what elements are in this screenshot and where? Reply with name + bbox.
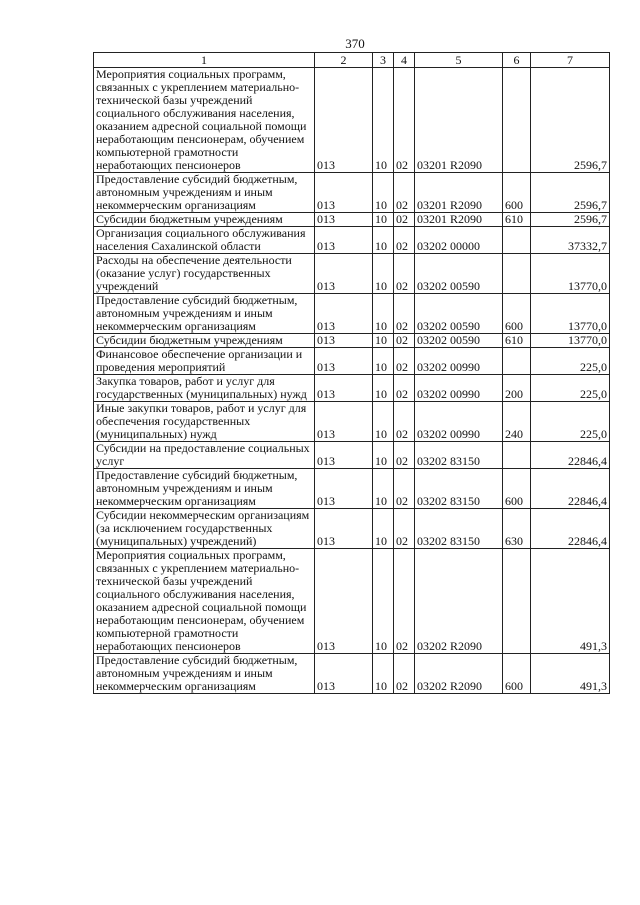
cell-sum: 22846,4: [531, 442, 610, 469]
cell-code: 013: [315, 402, 373, 442]
cell-target: 03202 00000: [415, 227, 503, 254]
cell-name: Субсидии бюджетным учреждениям: [94, 334, 315, 348]
page-number: 370: [345, 36, 365, 51]
cell-sum: 225,0: [531, 348, 610, 375]
table-row: [94, 68, 610, 173]
cell-subsection: 02: [394, 173, 415, 213]
cell-subsection: 02: [394, 469, 415, 509]
cell-section: 10: [373, 509, 394, 549]
cell-subsection: 02: [394, 68, 415, 173]
cell-sum: 13770,0: [531, 294, 610, 334]
cell-subsection: 02: [394, 348, 415, 375]
cell-section: 10: [373, 469, 394, 509]
cell-subsection: 02: [394, 509, 415, 549]
cell-code: 013: [315, 509, 373, 549]
cell-section: 10: [373, 402, 394, 442]
table-row: [94, 509, 610, 549]
cell-expense-type: 240: [503, 402, 531, 442]
cell-name: Финансовое обеспечение организации и проведения мероприятий: [94, 348, 315, 375]
cell-expense-type: [503, 254, 531, 294]
cell-name: Субсидии некоммерческим организациям (за исключением государственных (муниципальных) учреждений): [94, 509, 315, 549]
cell-expense-type: 610: [503, 334, 531, 348]
column-header-code: 2: [315, 53, 373, 68]
cell-name: Предоставление субсидий бюджетным, автономным учреждениям и иным некоммерческим организациям: [94, 294, 315, 334]
cell-code: 013: [315, 173, 373, 213]
cell-name: Расходы на обеспечение деятельности (оказание услуг) государственных учреждений: [94, 254, 315, 294]
cell-subsection: 02: [394, 549, 415, 654]
cell-expense-type: 630: [503, 509, 531, 549]
cell-sum: 225,0: [531, 375, 610, 402]
cell-code: 013: [315, 227, 373, 254]
cell-code: 013: [315, 549, 373, 654]
column-header-expense-type: 6: [503, 53, 531, 68]
cell-sum: 491,3: [531, 549, 610, 654]
cell-expense-type: 600: [503, 654, 531, 694]
cell-expense-type: 610: [503, 213, 531, 227]
table-row: [94, 402, 610, 442]
cell-code: 013: [315, 348, 373, 375]
table-row: [94, 213, 610, 227]
cell-target: 03201 R2090: [415, 213, 503, 227]
cell-expense-type: [503, 227, 531, 254]
table-row: [94, 173, 610, 213]
cell-name: Субсидии бюджетным учреждениям: [94, 213, 315, 227]
cell-expense-type: 600: [503, 294, 531, 334]
cell-section: 10: [373, 254, 394, 294]
cell-target: 03202 83150: [415, 442, 503, 469]
cell-expense-type: 600: [503, 173, 531, 213]
table-row: [94, 227, 610, 254]
cell-code: 013: [315, 654, 373, 694]
cell-code: 013: [315, 254, 373, 294]
cell-sum: 225,0: [531, 402, 610, 442]
cell-expense-type: 200: [503, 375, 531, 402]
cell-section: 10: [373, 294, 394, 334]
cell-name: Иные закупки товаров, работ и услуг для обеспечения государственных (муниципальных) нужд: [94, 402, 315, 442]
cell-subsection: 02: [394, 213, 415, 227]
cell-name: Закупка товаров, работ и услуг для государственных (муниципальных) нужд: [94, 375, 315, 402]
cell-section: 10: [373, 654, 394, 694]
cell-sum: 13770,0: [531, 254, 610, 294]
cell-name: Организация социального обслуживания населения Сахалинской области: [94, 227, 315, 254]
cell-code: 013: [315, 68, 373, 173]
cell-subsection: 02: [394, 375, 415, 402]
cell-sum: 13770,0: [531, 334, 610, 348]
cell-expense-type: 600: [503, 469, 531, 509]
cell-code: 013: [315, 294, 373, 334]
cell-subsection: 02: [394, 294, 415, 334]
column-header-target: 5: [415, 53, 503, 68]
cell-sum: 2596,7: [531, 173, 610, 213]
cell-code: 013: [315, 213, 373, 227]
cell-target: 03202 83150: [415, 469, 503, 509]
cell-target: 03202 R2090: [415, 654, 503, 694]
cell-code: 013: [315, 334, 373, 348]
column-header-sum: 7: [531, 53, 610, 68]
header-row: [94, 53, 610, 68]
cell-subsection: 02: [394, 227, 415, 254]
cell-section: 10: [373, 442, 394, 469]
table-row: [94, 348, 610, 375]
cell-name: Субсидии на предоставление социальных услуг: [94, 442, 315, 469]
cell-target: 03201 R2090: [415, 173, 503, 213]
cell-name: Предоставление субсидий бюджетным, автономным учреждениям и иным некоммерческим организациям: [94, 469, 315, 509]
table-row: [94, 442, 610, 469]
cell-sum: 2596,7: [531, 213, 610, 227]
cell-target: 03202 00590: [415, 334, 503, 348]
cell-code: 013: [315, 442, 373, 469]
cell-sum: 37332,7: [531, 227, 610, 254]
cell-sum: 491,3: [531, 654, 610, 694]
cell-target: 03202 00990: [415, 375, 503, 402]
cell-name: Предоставление субсидий бюджетным, автономным учреждениям и иным некоммерческим организациям: [94, 654, 315, 694]
cell-section: 10: [373, 227, 394, 254]
table-row: [94, 654, 610, 694]
cell-target: 03202 00590: [415, 254, 503, 294]
cell-target: 03201 R2090: [415, 68, 503, 173]
cell-name: Предоставление субсидий бюджетным, автономным учреждениям и иным некоммерческим организациям: [94, 173, 315, 213]
table-row: [94, 469, 610, 509]
cell-section: 10: [373, 213, 394, 227]
cell-section: 10: [373, 348, 394, 375]
budget-table: [93, 52, 610, 694]
cell-expense-type: [503, 549, 531, 654]
cell-code: 013: [315, 375, 373, 402]
cell-sum: 22846,4: [531, 509, 610, 549]
table-row: [94, 375, 610, 402]
cell-subsection: 02: [394, 442, 415, 469]
table-row: [94, 334, 610, 348]
cell-name: Мероприятия социальных программ, связанных с укреплением материально-технической базы учреждений социального обслуживания населения, оказанием адресной социальной помощи неработающим пенсионерам, обучением компьютерной грамотности неработающих пенсионеров: [94, 68, 315, 173]
cell-section: 10: [373, 173, 394, 213]
cell-target: 03202 R2090: [415, 549, 503, 654]
cell-section: 10: [373, 549, 394, 654]
column-header-subsection: 4: [394, 53, 415, 68]
cell-code: 013: [315, 469, 373, 509]
cell-expense-type: [503, 442, 531, 469]
cell-section: 10: [373, 68, 394, 173]
cell-subsection: 02: [394, 254, 415, 294]
cell-target: 03202 00590: [415, 294, 503, 334]
cell-sum: 22846,4: [531, 469, 610, 509]
cell-target: 03202 00990: [415, 348, 503, 375]
cell-sum: 2596,7: [531, 68, 610, 173]
cell-target: 03202 00990: [415, 402, 503, 442]
cell-subsection: 02: [394, 334, 415, 348]
cell-section: 10: [373, 375, 394, 402]
table-row: [94, 549, 610, 654]
cell-target: 03202 83150: [415, 509, 503, 549]
column-header-section: 3: [373, 53, 394, 68]
cell-expense-type: [503, 68, 531, 173]
table-row: [94, 294, 610, 334]
cell-subsection: 02: [394, 654, 415, 694]
cell-section: 10: [373, 334, 394, 348]
cell-subsection: 02: [394, 402, 415, 442]
cell-expense-type: [503, 348, 531, 375]
column-header-name: 1: [94, 53, 315, 68]
cell-name: Мероприятия социальных программ, связанных с укреплением материально-технической базы учреждений социального обслуживания населения, оказанием адресной социальной помощи неработающим пенсионерам, обучением компьютерной грамотности неработающих пенсионеров: [94, 549, 315, 654]
table-row: [94, 254, 610, 294]
